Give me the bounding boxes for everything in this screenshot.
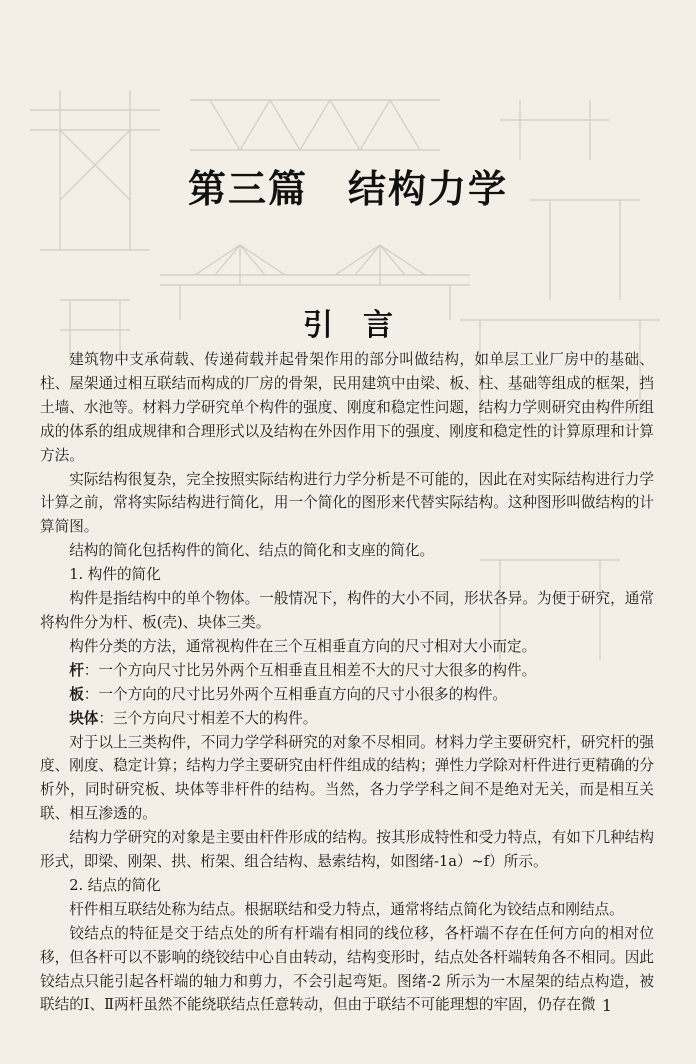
part-title: 第三篇 结构力学 (187, 167, 508, 211)
definition-item (40, 707, 654, 731)
paragraph: 构件分类的方法，通常视构件在三个互相垂直方向的尺寸相对大小而定。 (69, 637, 537, 655)
paragraph: 建筑物中支承荷载、传递荷载并起骨架作用的部分叫做结构，如单层工业厂房中的基础、柱、屋架通过相互联结而构成的厂房的骨架，民用建筑中由梁、板、柱、基础等组成的框架，挡土墙、水池等。材料力学研究单个构件的强度、刚度和稳定性问题，结构力学则研究由构件所组成的体系的组成规律和合理形式以及结构在外因作用下的强度、刚度和稳定性的计算原理和计算方法。 (40, 351, 654, 464)
definition-item (40, 659, 654, 683)
definition-term: 块体 (69, 709, 99, 727)
subsection-heading: 1. 构件的简化 (69, 566, 161, 584)
paragraph: 铰结点的特征是交于结点处的所有杆端有相同的线位移，各杆端不存在任何方向的相对位移，但各杆可以不影响的绕铰结中心自由转动，结构变形时，结点处各杆端转角各不相同。因此铰结点只能引起各杆端的轴力和剪力，不会引起弯矩。图绪-2 所示为一木屋架的结点构造，被联结的Ⅰ、Ⅱ两杆虽然不能绕联结点任意转动，但由于联结不可能理想的牢固，仍存在微 (40, 924, 654, 1014)
definition-item (40, 683, 654, 707)
definition-text: ：一个方向的尺寸比另外两个互相垂直方向的尺寸小很多的构件。 (83, 685, 508, 703)
paragraph: 对于以上三类构件，不同力学学科研究的对象不尽相同。材料力学主要研究杆，研究杆的强度、刚度、稳定计算；结构力学主要研究由杆件组成的结构；弹性力学除对杆件进行更精确的分析外，同时研究板、块体等非杆件的结构。当然，各力学学科之间不是绝对无关，而是相互关联、相互渗透的。 (40, 733, 654, 823)
definition-text: ：三个方向尺寸相差不大的构件。 (98, 709, 318, 727)
paragraph: 结构力学研究的对象是主要由杆件形成的结构。按其形成特性和受力特点，有如下几种结构形式，即梁、刚架、拱、桁架、组合结构、悬索结构，如图绪-1a）~f）所示。 (40, 829, 654, 871)
body-text (40, 348, 654, 1017)
definition-term: 杆 (69, 661, 84, 679)
subsection-heading: 2. 结点的简化 (69, 876, 161, 894)
definition-term: 板 (69, 685, 84, 703)
paragraph: 实际结构很复杂，完全按照实际结构进行力学分析是不可能的，因此在对实际结构进行力学计算之前，常将实际结构进行简化，用一个简化的图形来代替实际结构。这种图形叫做结构的计算简图。 (40, 470, 654, 536)
paragraph: 构件是指结构中的单个物体。一般情况下，构件的大小不同，形状各异。为便于研究，通常将构件分为杆、板(壳)、块体三类。 (40, 590, 654, 631)
page-number: 1 (601, 996, 612, 1015)
paragraph: 结构的简化包括构件的简化、结点的简化和支座的简化。 (69, 542, 435, 560)
paragraph: 杆件相互联结处称为结点。根据联结和受力特点，通常将结点简化为铰结点和刚结点。 (69, 900, 624, 918)
section-title: 引言 (303, 308, 423, 343)
definition-text: ：一个方向尺寸比另外两个互相垂直且相差不大的尺寸大很多的构件。 (83, 661, 537, 679)
